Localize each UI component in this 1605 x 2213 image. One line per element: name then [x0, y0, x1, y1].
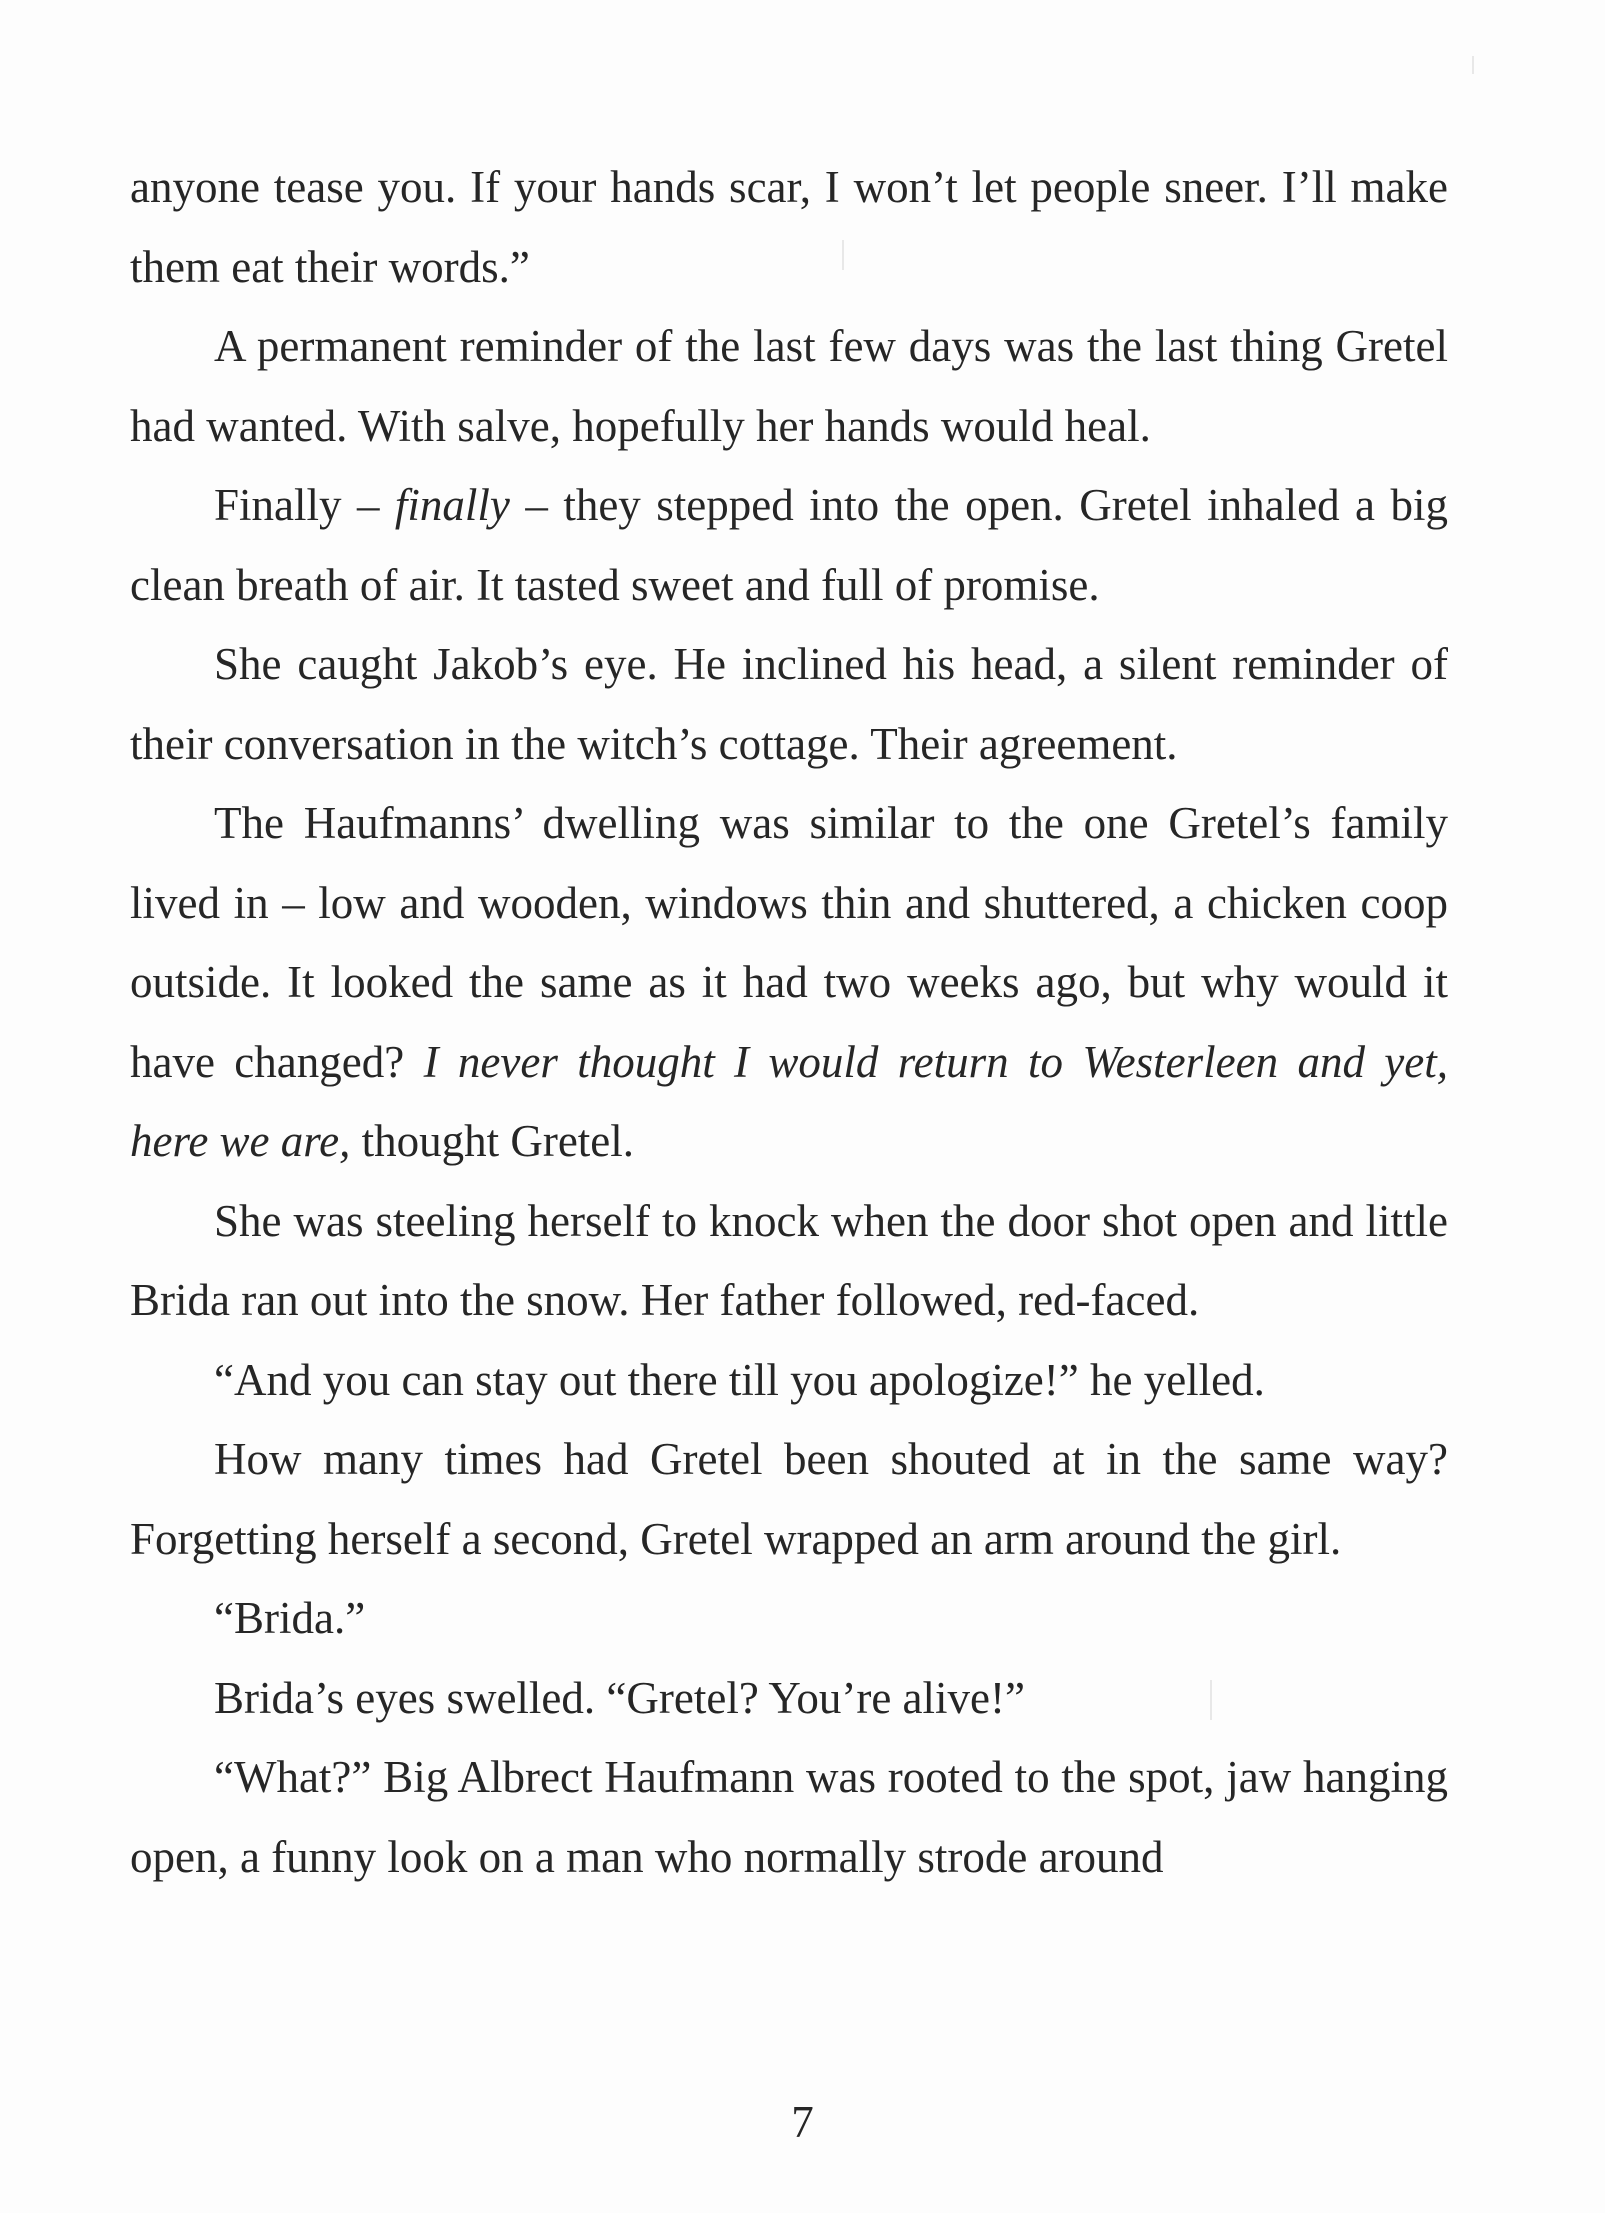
text-run: thought Gretel. — [350, 1116, 635, 1166]
paragraph — [130, 466, 1448, 625]
text-run: anyone tease you. If your hands scar, I won’t let people sneer. I’ll make them eat their words.” — [130, 162, 1448, 292]
text-run: A permanent reminder of the last few days was the last thing Gretel had wanted. With salve, hopefully her hands would heal. — [130, 321, 1448, 451]
paragraph — [130, 1738, 1448, 1897]
paragraph — [130, 1659, 1448, 1739]
body-text — [130, 148, 1448, 1897]
page-speck — [1472, 56, 1474, 74]
text-run: The Haufmanns’ dwelling was similar to the one Gretel’s family lived in – low and wooden, windows thin and shuttered, a chicken coop outside. It looked the same as it had two weeks ago, but why would it have changed? — [130, 798, 1448, 1087]
text-run: “What?” Big Albrect Haufmann was rooted to the spot, jaw hanging open, a funny look on a man who normally strode around — [130, 1752, 1448, 1882]
paragraph — [130, 148, 1448, 307]
paragraph — [130, 784, 1448, 1182]
paragraph — [130, 1182, 1448, 1341]
text-run: “Brida.” — [214, 1593, 366, 1643]
text-run: How many times had Gretel been shouted at in the same way? Forgetting herself a second, Gretel wrapped an arm around the girl. — [130, 1434, 1448, 1564]
italic-text-run: finally — [394, 480, 510, 530]
italic-text-run: I never thought I would return to Westerleen and yet, here we are, — [130, 1036, 1449, 1166]
paragraph — [130, 625, 1448, 784]
page-number: 7 — [791, 2097, 814, 2147]
paragraph — [130, 1341, 1448, 1421]
text-run: She caught Jakob’s eye. He inclined his head, a silent reminder of their conversation in the witch’s cottage. Their agreement. — [130, 639, 1448, 769]
paragraph — [130, 1420, 1448, 1579]
text-run: – they stepped into the open. Gretel inhaled a big clean breath of air. It tasted sweet and full of promise. — [130, 480, 1448, 610]
text-run: She was steeling herself to knock when the door shot open and little Brida ran out into the snow. Her father followed, red-faced. — [130, 1195, 1448, 1325]
text-run: Brida’s eyes swelled. “Gretel? You’re alive!” — [214, 1672, 1025, 1723]
text-run: Finally – — [214, 480, 395, 530]
paragraph — [130, 1579, 1448, 1659]
text-run: “And you can stay out there till you apologize!” he yelled. — [214, 1354, 1265, 1405]
paragraph — [130, 307, 1448, 466]
